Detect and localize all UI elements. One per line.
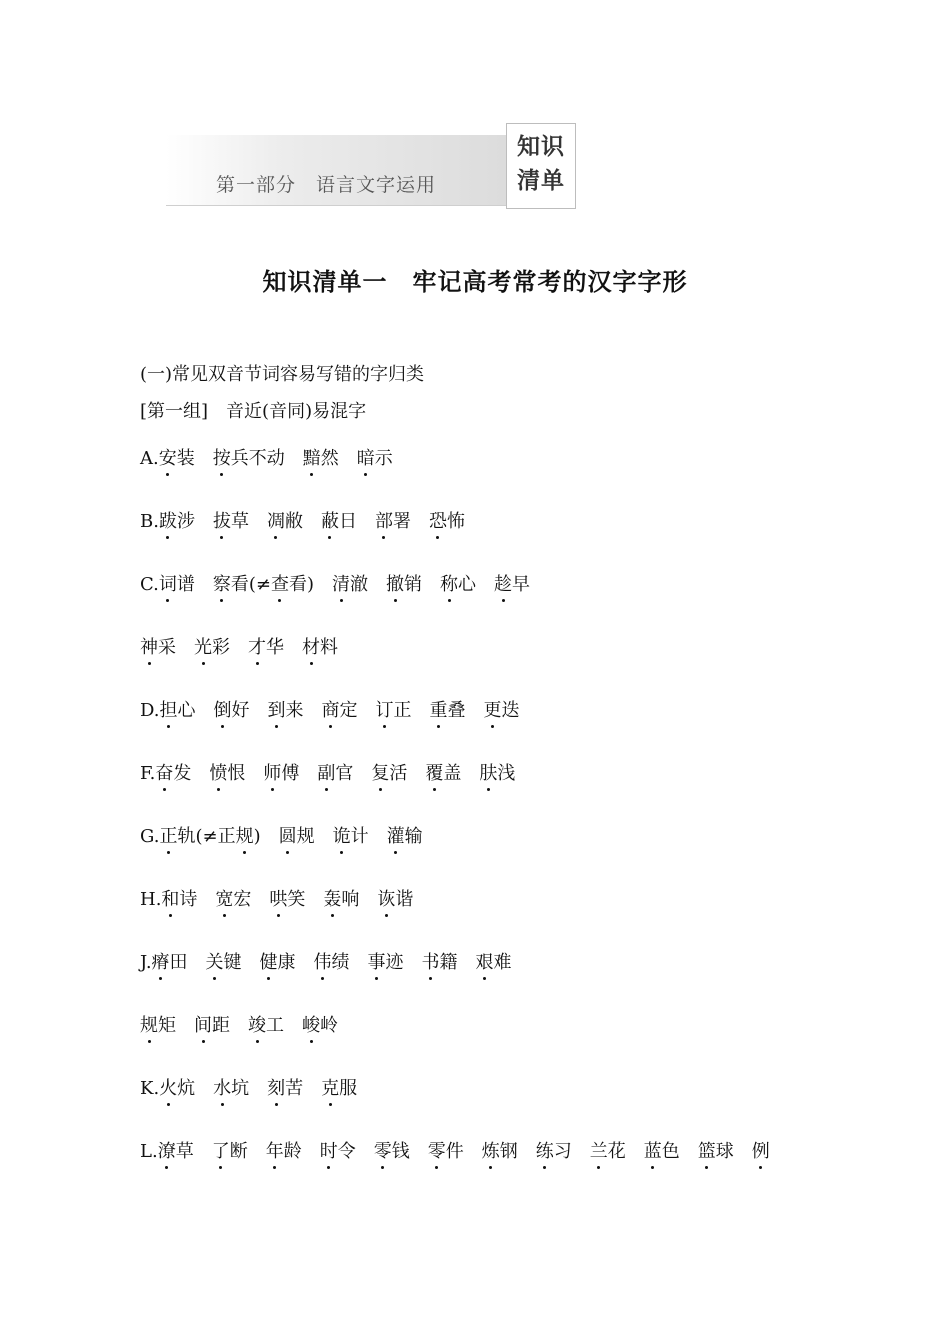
emphasized-char: 趁 <box>494 570 512 596</box>
word-text: 傅 <box>281 763 300 784</box>
word-text: 官 <box>335 763 354 784</box>
word-text: 矩 <box>158 1015 176 1036</box>
word <box>371 763 407 784</box>
word <box>160 700 196 721</box>
row-label: A. <box>140 448 159 469</box>
word <box>376 700 412 721</box>
word <box>267 511 303 532</box>
emphasized-char: 订 <box>376 696 394 722</box>
banner-box-line1: 知识 <box>517 133 565 160</box>
emphasized-char: 称 <box>440 570 458 596</box>
emphasized-char: 师 <box>263 759 281 785</box>
word-row <box>140 822 441 848</box>
word-row <box>140 444 411 470</box>
word <box>159 574 195 595</box>
emphasized-char: 正 <box>159 822 177 848</box>
emphasized-char: 安 <box>159 444 177 470</box>
word-text: 怖 <box>446 511 465 532</box>
word-text: 响 <box>341 889 360 910</box>
word-text: 坑 <box>231 1078 250 1099</box>
emphasized-char: 克 <box>321 1074 339 1100</box>
emphasized-char: 书 <box>422 948 440 974</box>
word-text: 笑 <box>287 889 306 910</box>
emphasized-char: 时 <box>320 1137 338 1163</box>
word-text: 草 <box>175 1141 194 1162</box>
row-label: G. <box>140 826 160 847</box>
word <box>317 763 353 784</box>
word-text: 岭 <box>320 1015 338 1036</box>
word-text: 键 <box>223 952 242 973</box>
word-text: ) <box>253 826 261 847</box>
emphasized-char: 到 <box>268 696 286 722</box>
word-text: 心 <box>458 574 476 595</box>
word <box>158 1141 194 1162</box>
emphasized-char: 复 <box>371 759 389 785</box>
word-text: 日 <box>338 511 357 532</box>
emphasized-char: 规 <box>140 1011 158 1037</box>
word <box>323 889 359 910</box>
word <box>212 1141 248 1162</box>
emphasized-char: 零 <box>428 1137 446 1163</box>
word <box>140 637 176 658</box>
emphasized-char: 水 <box>213 1074 231 1100</box>
emphasized-char: 竣 <box>248 1011 266 1037</box>
word <box>357 448 393 469</box>
word <box>536 1141 572 1162</box>
emphasized-char: 黯 <box>303 444 321 470</box>
word-text: 钢 <box>499 1141 518 1162</box>
emphasized-char: 潦 <box>158 1137 176 1163</box>
emphasized-char: 伟 <box>314 948 332 974</box>
word <box>476 952 512 973</box>
emphasized-char: 诙 <box>377 885 395 911</box>
emphasized-char: 商 <box>322 696 340 722</box>
word <box>321 511 357 532</box>
word <box>752 1141 770 1162</box>
emphasized-char: 凋 <box>267 507 285 533</box>
word-row <box>140 1011 356 1037</box>
word-text: 谱 <box>176 574 195 595</box>
emphasized-char: 按 <box>213 444 231 470</box>
emphasized-char: 了 <box>212 1137 230 1163</box>
word <box>482 1141 518 1162</box>
emphasized-char: 炼 <box>482 1137 500 1163</box>
word <box>248 1015 284 1036</box>
row-label: J. <box>140 952 152 973</box>
emphasized-char: 跋 <box>159 507 177 533</box>
emphasized-char: 宽 <box>215 885 233 911</box>
emphasized-char: 副 <box>317 759 335 785</box>
word <box>377 889 413 910</box>
word-text: 澈 <box>350 574 368 595</box>
word <box>213 1078 249 1099</box>
word-text: 习 <box>553 1141 572 1162</box>
row-label: K. <box>140 1078 160 1099</box>
emphasized-char: 事 <box>368 948 386 974</box>
emphasized-char: 峻 <box>302 1011 320 1037</box>
word-text: 定 <box>339 700 358 721</box>
emphasized-char: 清 <box>332 570 350 596</box>
banner-box-line2: 清单 <box>517 167 565 194</box>
word <box>425 763 461 784</box>
word-text: 活 <box>389 763 408 784</box>
word <box>152 952 188 973</box>
word <box>484 700 520 721</box>
emphasized-char: 篮 <box>698 1137 716 1163</box>
emphasized-char: 查 <box>271 570 289 596</box>
word-text: 料 <box>320 637 338 658</box>
emphasized-char: 愤 <box>209 759 227 785</box>
emphasized-char: 拔 <box>213 507 231 533</box>
word-text: 叠 <box>447 700 466 721</box>
word-row <box>140 507 483 533</box>
word-text: 署 <box>392 511 411 532</box>
emphasized-char: 火 <box>159 1074 177 1100</box>
word-row <box>140 633 356 659</box>
word-text: 籍 <box>439 952 458 973</box>
word <box>213 511 249 532</box>
word <box>375 511 411 532</box>
word <box>314 952 350 973</box>
word-text: 钱 <box>391 1141 410 1162</box>
word-text: 装 <box>176 448 195 469</box>
word-text: 断 <box>229 1141 248 1162</box>
word <box>422 952 458 973</box>
emphasized-char: 兰 <box>590 1137 608 1163</box>
word <box>215 889 251 910</box>
emphasized-char: 重 <box>430 696 448 722</box>
word-text: 看) <box>288 574 314 595</box>
word-text: 服 <box>339 1078 358 1099</box>
emphasized-char: 诡 <box>333 822 351 848</box>
emphasized-char: 才 <box>248 633 266 659</box>
word-text: 看(≠ <box>230 574 271 595</box>
word-text: 规 <box>296 826 315 847</box>
word <box>267 1078 303 1099</box>
word <box>159 826 260 847</box>
banner-label-box <box>506 123 576 209</box>
emphasized-char: 瘠 <box>152 948 170 974</box>
word-text: 示 <box>374 448 393 469</box>
word <box>268 700 304 721</box>
word-text: 花 <box>607 1141 626 1162</box>
word-row <box>140 696 538 722</box>
emphasized-char: 察 <box>213 570 231 596</box>
emphasized-char: 蓝 <box>644 1137 662 1163</box>
row-label: C. <box>140 574 159 595</box>
word <box>440 574 476 595</box>
emphasized-char: 例 <box>752 1137 770 1163</box>
word <box>194 637 230 658</box>
word-text: 早 <box>512 574 530 595</box>
emphasized-char: 覆 <box>425 759 443 785</box>
word-row <box>140 1137 788 1163</box>
word-text: 输 <box>404 826 423 847</box>
word <box>213 574 314 595</box>
word-text: 华 <box>266 637 284 658</box>
emphasized-char: 零 <box>374 1137 392 1163</box>
word-text: 然 <box>320 448 339 469</box>
word <box>479 763 515 784</box>
banner-text: 第一部分 语言文字运用 <box>216 174 437 196</box>
word-text: 销 <box>404 574 422 595</box>
word-text: 浅 <box>497 763 516 784</box>
word <box>140 1015 176 1036</box>
word <box>266 1141 302 1162</box>
word-text: 苦 <box>285 1078 304 1099</box>
word-text: 发 <box>173 763 192 784</box>
emphasized-char: 词 <box>159 570 177 596</box>
emphasized-char: 哄 <box>269 885 287 911</box>
word <box>494 574 530 595</box>
word-text: 迹 <box>385 952 404 973</box>
emphasized-char: 更 <box>484 696 502 722</box>
emphasized-char: 刻 <box>267 1074 285 1100</box>
word-text: 轨(≠正 <box>177 826 236 847</box>
row-label: H. <box>140 889 162 910</box>
emphasized-char: 蔽 <box>321 507 339 533</box>
word <box>386 574 422 595</box>
row-label: B. <box>140 511 159 532</box>
word <box>321 1078 357 1099</box>
word <box>320 1141 356 1162</box>
section-heading: (一)常见双音节词容易写错的字归类 <box>140 364 425 385</box>
word <box>332 574 368 595</box>
word-text: 谐 <box>395 889 414 910</box>
word-text: 田 <box>169 952 188 973</box>
word <box>159 448 195 469</box>
emphasized-char: 练 <box>536 1137 554 1163</box>
word <box>161 889 197 910</box>
emphasized-char: 规 <box>236 822 254 848</box>
word-text: 色 <box>661 1141 680 1162</box>
word <box>214 700 250 721</box>
word <box>644 1141 680 1162</box>
word <box>159 1078 195 1099</box>
word-text: 距 <box>212 1015 230 1036</box>
section-banner <box>166 123 576 209</box>
banner-bar <box>166 135 506 206</box>
emphasized-char: 年 <box>266 1137 284 1163</box>
emphasized-char: 撤 <box>386 570 404 596</box>
word <box>269 889 305 910</box>
word <box>194 1015 230 1036</box>
word-text: 迭 <box>501 700 520 721</box>
word <box>302 637 338 658</box>
word <box>387 826 423 847</box>
word <box>263 763 299 784</box>
emphasized-char: 担 <box>160 696 178 722</box>
word-text: 龄 <box>283 1141 302 1162</box>
word <box>159 511 195 532</box>
word <box>698 1141 734 1162</box>
emphasized-char: 艰 <box>476 948 494 974</box>
word-text: 计 <box>350 826 369 847</box>
emphasized-char: 关 <box>206 948 224 974</box>
word <box>368 952 404 973</box>
word <box>430 700 466 721</box>
word <box>302 1015 338 1036</box>
word-row <box>140 948 530 974</box>
word-text: 诗 <box>179 889 198 910</box>
emphasized-char: 光 <box>194 633 212 659</box>
word-text: 好 <box>231 700 250 721</box>
word <box>333 826 369 847</box>
word-text: 盖 <box>443 763 462 784</box>
word <box>590 1141 626 1162</box>
word-text: 绩 <box>331 952 350 973</box>
emphasized-char: 倒 <box>214 696 232 722</box>
word <box>248 637 284 658</box>
emphasized-char: 材 <box>302 633 320 659</box>
word-text: 兵不动 <box>230 448 285 469</box>
emphasized-char: 肤 <box>479 759 497 785</box>
emphasized-char: 间 <box>194 1011 212 1037</box>
word <box>374 1141 410 1162</box>
word-text: 康 <box>277 952 296 973</box>
page-title: 知识清单一 牢记高考常考的汉字字形 <box>262 267 688 296</box>
word-text: 宏 <box>233 889 252 910</box>
row-label: F. <box>140 763 156 784</box>
word-text: 炕 <box>177 1078 196 1099</box>
word-text: 令 <box>337 1141 356 1162</box>
word <box>155 763 191 784</box>
word-text: 草 <box>230 511 249 532</box>
word-text: 采 <box>158 637 176 658</box>
group-heading: [第一组] 音近(音同)易混字 <box>140 401 367 422</box>
word-row <box>140 570 548 596</box>
word-row <box>140 759 533 785</box>
emphasized-char: 奋 <box>155 759 173 785</box>
word-text: 心 <box>177 700 196 721</box>
emphasized-char: 和 <box>161 885 179 911</box>
word-text: 彩 <box>212 637 230 658</box>
emphasized-char: 健 <box>260 948 278 974</box>
word-text: 件 <box>445 1141 464 1162</box>
word-text: 敝 <box>284 511 303 532</box>
word <box>206 952 242 973</box>
emphasized-char: 灌 <box>387 822 405 848</box>
word-text: 正 <box>393 700 412 721</box>
emphasized-char: 暗 <box>357 444 375 470</box>
emphasized-char: 神 <box>140 633 158 659</box>
word <box>279 826 315 847</box>
emphasized-char: 圆 <box>279 822 297 848</box>
word <box>322 700 358 721</box>
emphasized-char: 轰 <box>323 885 341 911</box>
word <box>303 448 339 469</box>
word-row <box>140 885 431 911</box>
word-text: 恨 <box>227 763 246 784</box>
row-label: L. <box>140 1141 158 1162</box>
row-label: D. <box>140 700 160 721</box>
emphasized-char: 恐 <box>429 507 447 533</box>
word <box>213 448 285 469</box>
emphasized-char: 部 <box>375 507 393 533</box>
word-text: 工 <box>266 1015 284 1036</box>
word-text: 涉 <box>176 511 195 532</box>
word-text: 来 <box>285 700 304 721</box>
word <box>260 952 296 973</box>
word <box>429 511 465 532</box>
word-text: 难 <box>493 952 512 973</box>
word <box>428 1141 464 1162</box>
word-text: 球 <box>715 1141 734 1162</box>
word-row <box>140 1074 375 1100</box>
word <box>209 763 245 784</box>
